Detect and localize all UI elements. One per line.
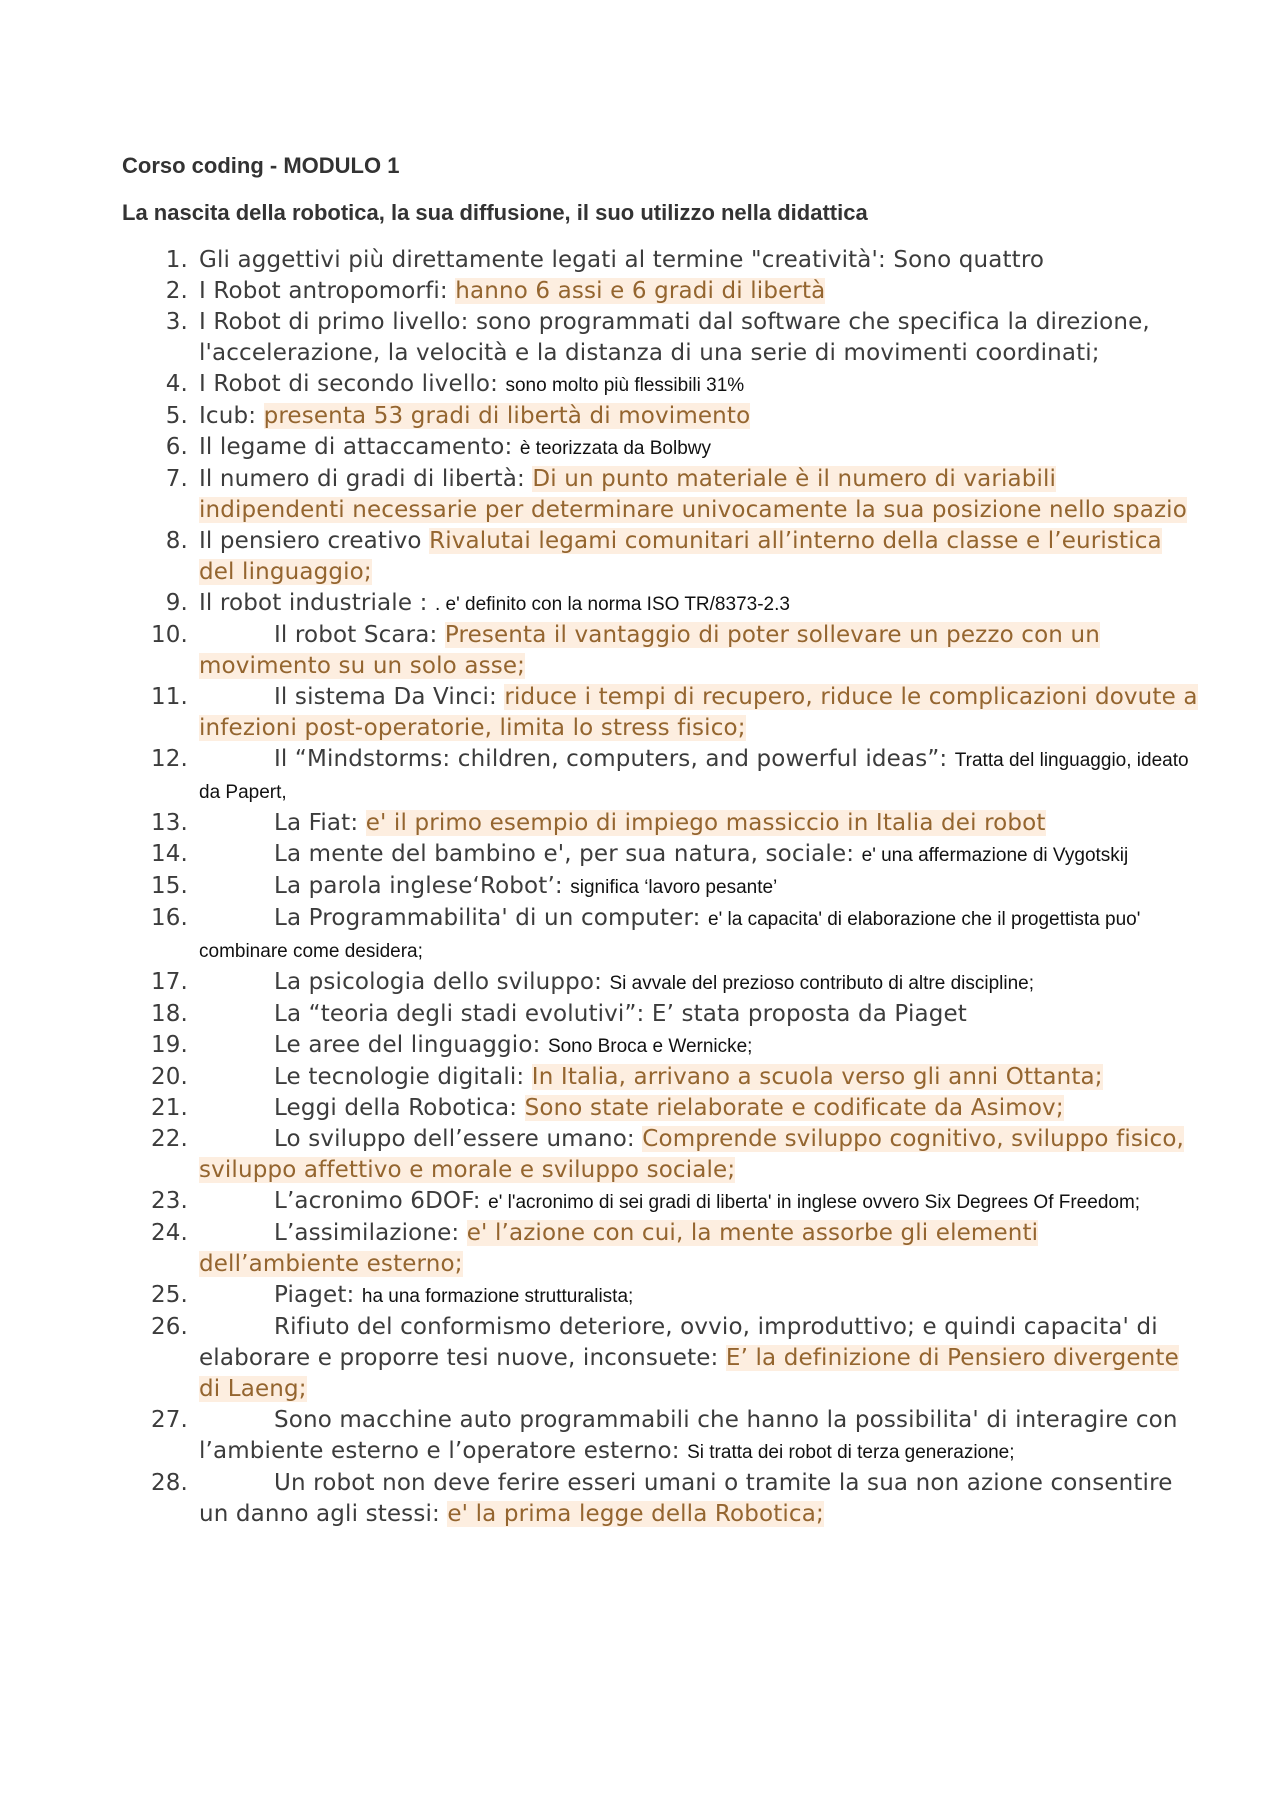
list-item [0,464,1280,526]
item-answer: Si avvale del prezioso contributo di altre discipline; [609,973,1035,994]
item-number: 13. [150,810,188,836]
item-number: 9. [165,590,188,616]
item-answer: Sono Broca e Wernicke; [547,1036,753,1057]
qa-list [0,245,1280,1530]
item-question: Gli aggettivi più direttamente legati al termine "creatività': Sono quattro [199,247,1045,273]
item-question: L’assimilazione: [274,1220,467,1246]
list-item [0,620,1280,682]
item-answer: Comprende sviluppo cognitivo, sviluppo fisico, sviluppo affettivo e morale e sviluppo sociale; [199,1126,1185,1183]
item-answer: Si tratta dei robot di terza generazione; [687,1442,1015,1463]
list-item [0,432,1280,464]
item-question: La psicologia dello sviluppo: [274,969,610,995]
list-item [0,526,1280,588]
item-answer: sono molto più flessibili 31% [505,375,745,396]
item-answer: ha una formazione strutturalista; [361,1286,634,1307]
list-item [0,1280,1280,1312]
item-number: 14. [150,841,188,867]
item-number: 18. [150,1001,188,1027]
item-number: 16. [150,905,188,931]
list-item [0,808,1280,839]
item-answer: e' il primo esempio di impiego massiccio in Italia dei robot [365,810,1046,836]
item-answer: significa ‘lavoro pesante’ [570,877,778,898]
item-question: Le aree del linguaggio: [274,1032,548,1058]
list-item [0,1030,1280,1062]
item-question: L’acronimo 6DOF: [274,1188,489,1214]
list-item [0,999,1280,1030]
list-item [0,1062,1280,1093]
item-question: Leggi della Robotica: [274,1095,525,1121]
item-answer: riduce i tempi di recupero, riduce le complicazioni dovute a infezioni post-operatorie, limita lo stress fisico; [199,684,1198,741]
item-number: 10. [150,622,188,648]
item-question: Il legame di attaccamento: [199,434,520,460]
item-number: 22. [150,1126,188,1152]
item-question: Lo sviluppo dell’essere umano: [274,1126,643,1152]
list-item [0,967,1280,999]
item-question: Un robot non deve ferire esseri umani o tramite la sua non azione consentire un danno agli stessi: [199,1470,1173,1527]
item-question: Il numero di gradi di libertà: [199,466,533,492]
item-question: Il pensiero creativo [199,528,430,554]
item-question: I Robot antropomorfi: [199,278,456,304]
item-question: La “teoria degli stadi evolutivi”: E’ stata proposta da Piaget [274,1001,967,1027]
list-item [0,903,1280,967]
item-answer: e' l'acronimo di sei gradi di liberta' in inglese ovvero Six Degrees Of Freedom; [488,1192,1141,1213]
item-question: La Fiat: [274,810,366,836]
item-number: 12. [150,746,188,772]
item-question: Piaget: [274,1282,362,1308]
item-answer: e' l’azione con cui, la mente assorbe gli elementi dell’ambiente esterno; [199,1220,1039,1277]
item-answer: e' una affermazione di Vygotskij [861,845,1129,866]
item-number: 28. [150,1470,188,1496]
item-number: 23. [150,1188,188,1214]
item-number: 15. [150,873,188,899]
item-question: La parola inglese‘Robot’: [274,873,571,899]
document-subtitle: La nascita della robotica, la sua diffusione, il suo utilizzo nella didattica [122,200,868,225]
list-item [0,1218,1280,1280]
item-number: 1. [165,247,188,273]
item-number: 11. [150,684,188,710]
item-number: 25. [150,1282,188,1308]
item-answer: E’ la definizione di Pensiero divergente di Laeng; [199,1345,1179,1402]
list-item [0,744,1280,808]
item-answer: hanno 6 assi e 6 gradi di libertà [455,278,826,304]
item-question: Il robot Scara: [274,622,445,648]
list-item [0,1312,1280,1405]
list-item [0,401,1280,432]
item-question: Il sistema Da Vinci: [274,684,505,710]
list-item [0,839,1280,871]
item-answer: Di un punto materiale è il numero di variabili indipendenti necessarie per determinare univocamente la sua posizione nello spazio [199,466,1187,523]
list-item [0,871,1280,903]
list-item [0,682,1280,744]
item-number: 5. [165,403,188,429]
list-item [0,1405,1280,1468]
item-answer: Presenta il vantaggio di poter sollevare un pezzo con un movimento su un solo asse; [199,622,1100,679]
item-number: 4. [165,371,188,397]
item-question: Rifiuto del conformismo deteriore, ovvio, improduttivo; e quindi capacita' di elaborare e proporre tesi nuove, inconsuete: [199,1314,1158,1371]
item-question: Il “Mindstorms: children, computers, and powerful ideas”: [274,746,955,772]
list-item [0,1186,1280,1218]
item-answer: e' la prima legge della Robotica; [447,1501,824,1527]
item-number: 2. [165,278,188,304]
list-item [0,1468,1280,1530]
item-number: 20. [150,1064,188,1090]
item-answer: e' la capacita' di elaborazione che il progettista puo' combinare come desidera; [199,909,1141,962]
list-item [0,245,1280,276]
item-number: 8. [165,528,188,554]
item-number: 6. [165,434,188,460]
item-number: 17. [150,969,188,995]
item-question: Il robot industriale : [199,590,435,616]
item-question: La mente del bambino e', per sua natura, sociale: [274,841,862,867]
item-number: 27. [150,1407,188,1433]
list-item [0,307,1280,369]
item-question: Sono macchine auto programmabili che hanno la possibilita' di interagire con l’ambiente esterno e l’operatore esterno: [199,1407,1178,1464]
item-answer: Tratta del linguaggio, ideato da Papert, [199,750,1189,803]
item-number: 26. [150,1314,188,1340]
item-question: I Robot di primo livello: sono programmati dal software che specifica la direzione, l'accelerazione, la velocità e la distanza di una serie di movimenti coordinati; [199,309,1150,366]
list-item [0,369,1280,401]
list-item [0,276,1280,307]
item-question: La Programmabilita' di un computer: [274,905,709,931]
item-question: Icub: [199,403,264,429]
item-number: 3. [165,309,188,335]
list-item [0,1124,1280,1186]
item-answer: Sono state rielaborate e codificate da Asimov; [524,1095,1064,1121]
document-title: Corso coding - MODULO 1 [122,153,400,178]
item-answer: presenta 53 gradi di libertà di movimento [263,403,751,429]
item-number: 7. [165,466,188,492]
item-answer: . e' definito con la norma ISO TR/8373-2.3 [434,594,790,615]
item-answer: Rivalutai legami comunitari all’interno della classe e l’euristica del linguaggio; [199,528,1162,585]
item-number: 19. [150,1032,188,1058]
list-item [0,588,1280,620]
item-answer: è teorizzata da Bolbwy [519,438,711,459]
item-number: 21. [150,1095,188,1121]
item-question: Le tecnologie digitali: [274,1064,532,1090]
item-question: I Robot di secondo livello: [199,371,506,397]
list-item [0,1093,1280,1124]
item-answer: In Italia, arrivano a scuola verso gli anni Ottanta; [531,1064,1103,1090]
item-number: 24. [150,1220,188,1246]
